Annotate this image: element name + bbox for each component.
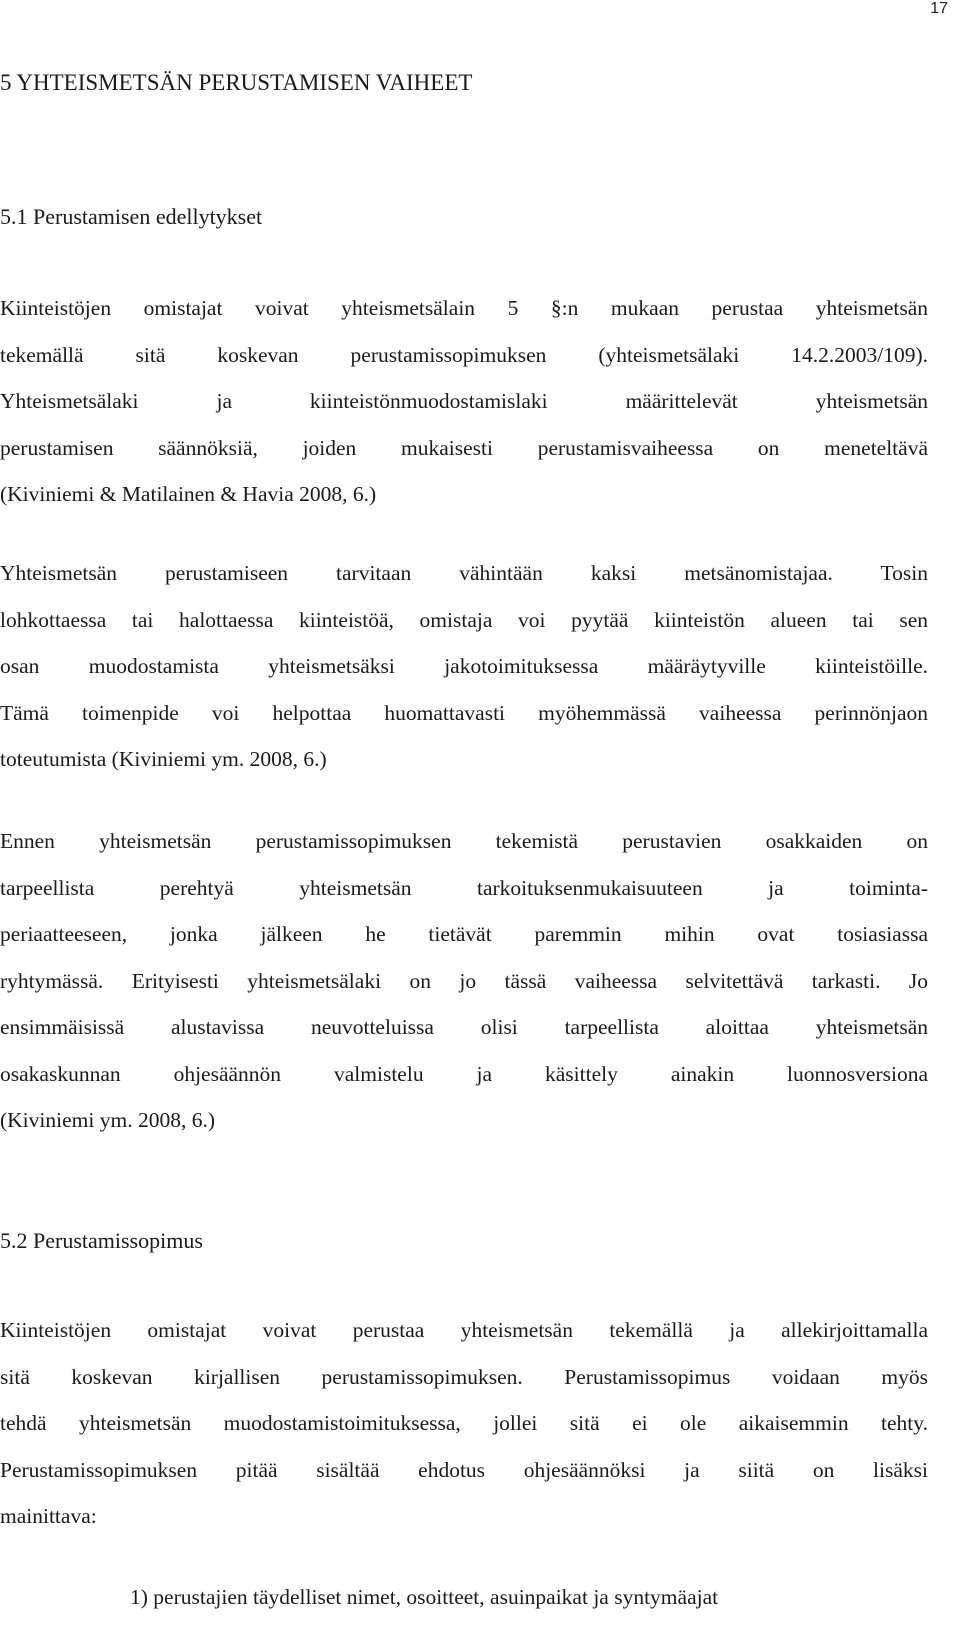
text-line: ensimmäisissä alustavissa neuvotteluissa olisi tarpeellista aloittaa yhteismetsän (0, 1015, 928, 1039)
paragraph (0, 818, 928, 1144)
text-line: Kiinteistöjen omistajat voivat perustaa yhteismetsän tekemällä ja allekirjoittamalla (0, 1318, 928, 1342)
text-line: tehdä yhteismetsän muodostamistoimituksessa, jollei sitä ei ole aikaisemmin tehty. (0, 1411, 928, 1435)
text-line: sitä koskevan kirjallisen perustamissopimuksen. Perustamissopimus voidaan myös (0, 1364, 928, 1389)
paragraph (0, 1307, 928, 1540)
chapter-title: 5 YHTEISMETSÄN PERUSTAMISEN VAIHEET (0, 70, 473, 95)
text-line: periaatteeseen, jonka jälkeen he tietävät paremmin mihin ovat tosiasiassa (0, 922, 928, 946)
text-line: osan muodostamista yhteismetsäksi jakotoimituksessa määräytyville kiinteistöille. (0, 654, 928, 678)
text-line: lohkottaessa tai halottaessa kiinteistöä, omistaja voi pyytää kiinteistön alueen tai sen (0, 607, 928, 632)
text-line: Ennen yhteismetsän perustamissopimuksen tekemistä perustavien osakkaiden on (0, 829, 928, 853)
text-line: mainittava: (0, 1504, 97, 1528)
text-line: toteutumista (Kiviniemi ym. 2008, 6.) (0, 747, 327, 771)
text-line: osakaskunnan ohjesäännön valmistelu ja käsittely ainakin luonnosversiona (0, 1061, 928, 1086)
list-item: 1) perustajien täydelliset nimet, osoitteet, asuinpaikat ja syntymäajat (130, 1585, 719, 1609)
text-line: perustamisen säännöksiä, joiden mukaisesti perustamisvaiheessa on meneteltävä (0, 435, 928, 460)
section-title: 5.1 Perustamisen edellytykset (0, 204, 263, 229)
text-line: Yhteismetsän perustamiseen tarvitaan vähintään kaksi metsänomistajaa. Tosin (0, 561, 928, 585)
page-number: 17 (930, 0, 948, 17)
paragraph (0, 550, 928, 783)
text-line: tekemällä sitä koskevan perustamissopimuksen (yhteismetsälaki 14.2.2003/109). (0, 342, 928, 367)
text-line: (Kiviniemi ym. 2008, 6.) (0, 1108, 215, 1132)
text-line: Tämä toimenpide voi helpottaa huomattavasti myöhemmässä vaiheessa perinnönjaon (0, 700, 928, 725)
text-line: Yhteismetsälaki ja kiinteistönmuodostamislaki määrittelevät yhteismetsän (0, 389, 928, 413)
text-line: (Kiviniemi & Matilainen & Havia 2008, 6.) (0, 482, 377, 506)
text-line: tarpeellista perehtyä yhteismetsän tarkoituksenmukaisuuteen ja toiminta- (0, 875, 928, 900)
text-line: Kiinteistöjen omistajat voivat yhteismetsälain 5 §:n mukaan perustaa yhteismetsän (0, 296, 928, 320)
section-title: 5.2 Perustamissopimus (0, 1228, 203, 1253)
text-line: Perustamissopimuksen pitää sisältää ehdotus ohjesäännöksi ja siitä on lisäksi (0, 1457, 928, 1482)
text-line: ryhtymässä. Erityisesti yhteismetsälaki on jo tässä vaiheessa selvitettävä tarkasti. Jo (0, 968, 928, 993)
paragraph (0, 285, 928, 518)
